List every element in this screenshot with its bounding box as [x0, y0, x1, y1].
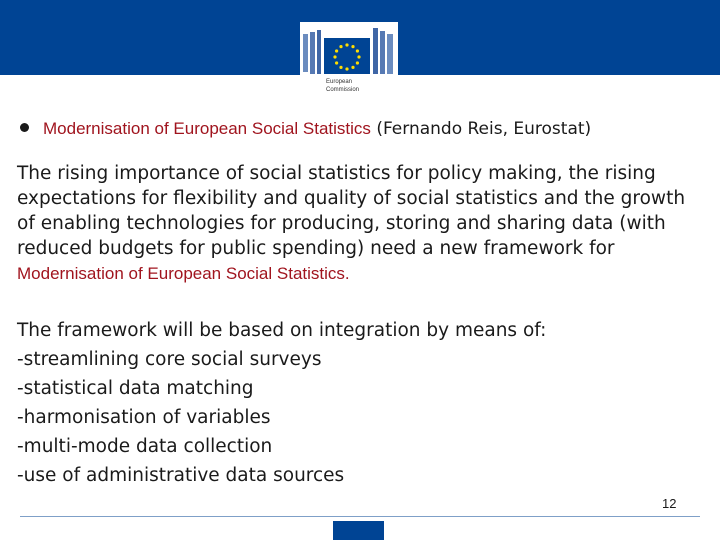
logo-text-european: European [326, 79, 353, 85]
european-commission-logo [300, 22, 398, 98]
page-number: 12 [662, 496, 677, 511]
list-item: -harmonisation of variables [17, 407, 271, 428]
list-item: -statistical data matching [17, 378, 254, 399]
framework-list [17, 316, 707, 490]
footer-divider [20, 516, 700, 517]
list-item: -multi-mode data collection [17, 436, 273, 457]
framework-intro: The framework will be based on integration by means of: [17, 320, 547, 341]
bullet-title: Modernisation of European Social Statistics [43, 119, 371, 138]
list-item: -streamlining core social surveys [17, 349, 322, 370]
bullet-heading [20, 118, 591, 140]
list-item: -use of administrative data sources [17, 465, 345, 486]
bullet-icon [20, 123, 29, 132]
paragraph-intro-highlight: Modernisation of European Social Statistics. [17, 264, 350, 283]
logo-text-commission: Commission [326, 87, 360, 93]
bullet-source: (Fernando Reis, Eurostat) [376, 119, 592, 139]
paragraph-intro-text: The rising importance of social statistics for policy making, the rising expectations for flexibility and quality of social statistics and the growth of enabling technologies for producing, storing and sharing data (with reduced budgets for public spending) need a new framework for [17, 163, 686, 259]
footer-brand-box [333, 521, 384, 540]
paragraph-intro [17, 161, 707, 286]
